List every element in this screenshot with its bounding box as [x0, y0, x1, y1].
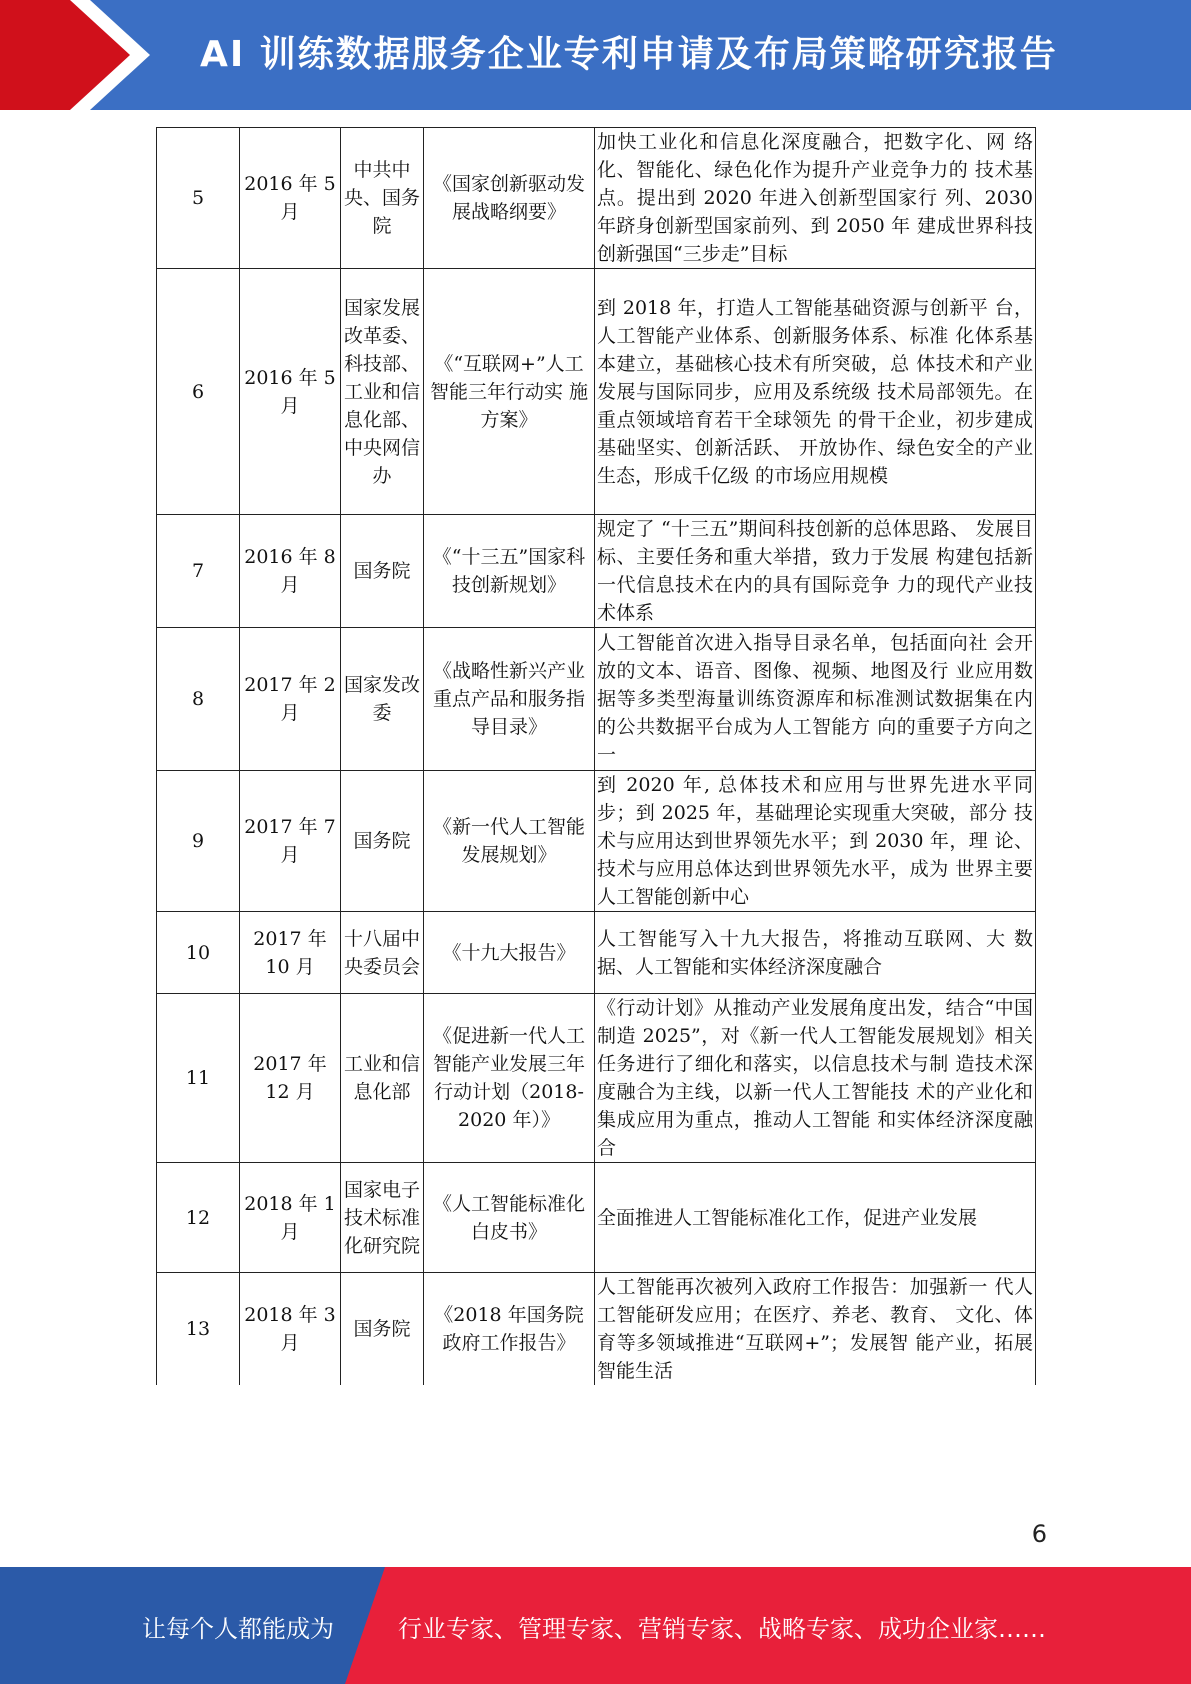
page-number: 6: [1031, 1520, 1047, 1548]
row-document: 《十九大报告》: [424, 912, 595, 994]
row-date: 2017 年 10 月: [240, 912, 341, 994]
row-date: 2016 年 8 月: [240, 515, 341, 628]
row-date: 2017 年 2 月: [240, 628, 341, 771]
table-row: [157, 269, 1036, 515]
report-title: AI 训练数据服务企业专利申请及布局策略研究报告: [200, 34, 1058, 75]
row-document: 《“互联网+”人工 智能三年行动实 施方案》: [424, 269, 595, 515]
row-date: 2018 年 1 月: [240, 1163, 341, 1273]
row-description: 规定了 “十三五”期间科技创新的总体思路、 发展目标、主要任务和重大举措，致力于发展 构建包括新一代信息技术在内的具有国际竞争 力的现代产业技术体系: [595, 515, 1036, 628]
row-number: 6: [157, 269, 240, 515]
row-document: 《国家创新驱动发展战略纲要》: [424, 128, 595, 269]
row-description: 到 2020 年, 总体技术和应用与世界先进水平同 步；到 2025 年，基础理论实现重大突破，部分 技术与应用达到世界领先水平；到 2030 年，理 论、技术与应用总体达到世界领先水平，成为 世界主要人工智能创新中心: [595, 771, 1036, 912]
row-description: 人工智能写入十九大报告，将推动互联网、大 数据、人工智能和实体经济深度融合: [595, 912, 1036, 994]
row-issuer: 国家发改委: [341, 628, 424, 771]
row-issuer: 十八届中央委员会: [341, 912, 424, 994]
row-description: 人工智能首次进入指导目录名单，包括面向社 会开放的文本、语音、图像、视频、地图及行 业应用数据等多类型海量训练资源库和标准测试数据集在内的公共数据平台成为人工智能方 向的重要子方向之一: [595, 628, 1036, 771]
row-date: 2016 年 5 月: [240, 269, 341, 515]
table-row: [157, 1163, 1036, 1273]
row-description: 到 2018 年，打造人工智能基础资源与创新平 台，人工智能产业体系、创新服务体系、标准 化体系基本建立，基础核心技术有所突破，总 体技术和产业发展与国际同步，应用及系统级 技术局部领先。在重点领域培育若干全球领先 的骨干企业，初步建成基础坚实、创新活跃、 开放协作、绿色安全的产业生态，形成千亿级 的市场应用规模: [595, 269, 1036, 515]
table-row: [157, 515, 1036, 628]
row-issuer: 工业和信息化部: [341, 994, 424, 1163]
table-row: [157, 128, 1036, 269]
row-date: 2017 年 7 月: [240, 771, 341, 912]
policy-table: [156, 127, 1036, 1385]
footer-slogan-right: 行业专家、管理专家、营销专家、战略专家、成功企业家……: [398, 1615, 1046, 1643]
row-date: 2018 年 3 月: [240, 1273, 341, 1386]
table-row: [157, 771, 1036, 912]
row-number: 8: [157, 628, 240, 771]
row-description: 加快工业化和信息化深度融合，把数字化、网 络化、智能化、绿色化作为提升产业竞争力的 技术基点。提出到 2020 年进入创新型国家行 列、2030 年跻身创新型国家前列、到 2050 年 建成世界科技创新强国“三步走”目标: [595, 128, 1036, 269]
row-number: 7: [157, 515, 240, 628]
row-date: 2016 年 5 月: [240, 128, 341, 269]
row-number: 11: [157, 994, 240, 1163]
row-issuer: 中共中央、国务院: [341, 128, 424, 269]
row-issuer: 国务院: [341, 771, 424, 912]
row-document: 《2018 年国务院政府工作报告》: [424, 1273, 595, 1386]
row-document: 《“十三五”国家科技创新规划》: [424, 515, 595, 628]
row-document: 《促进新一代人工智能产业发展三年行动计划（2018-2020 年）》: [424, 994, 595, 1163]
row-document: 《人工智能标准化白皮书》: [424, 1163, 595, 1273]
footer-slogan-left: 让每个人都能成为: [142, 1615, 334, 1643]
row-issuer: 国务院: [341, 515, 424, 628]
page-header: [0, 0, 1191, 110]
row-issuer: 国家电子技术标准化研究院: [341, 1163, 424, 1273]
row-number: 12: [157, 1163, 240, 1273]
row-number: 13: [157, 1273, 240, 1386]
row-number: 10: [157, 912, 240, 994]
row-document: 《战略性新兴产业重点产品和服务指导目录》: [424, 628, 595, 771]
page-footer: [0, 1567, 1191, 1684]
row-number: 5: [157, 128, 240, 269]
row-description: 《行动计划》从推动产业发展角度出发，结合“中国制造 2025”，对《新一代人工智能发展规划》相关任务进行了细化和落实，以信息技术与制 造技术深度融合为主线，以新一代人工智能技 术的产业化和集成应用为重点，推动人工智能 和实体经济深度融合: [595, 994, 1036, 1163]
row-date: 2017 年 12 月: [240, 994, 341, 1163]
row-description: 人工智能再次被列入政府工作报告：加强新一 代人工智能研发应用；在医疗、养老、教育、 文化、体育等多领域推进“互联网+”；发展智 能产业，拓展智能生活: [595, 1273, 1036, 1386]
row-description: 全面推进人工智能标准化工作，促进产业发展: [595, 1163, 1036, 1273]
table-row: [157, 912, 1036, 994]
row-issuer: 国务院: [341, 1273, 424, 1386]
table-row: [157, 628, 1036, 771]
header-chevron-icon: [0, 0, 160, 110]
row-number: 9: [157, 771, 240, 912]
row-document: 《新一代人工智能发展规划》: [424, 771, 595, 912]
table-row: [157, 994, 1036, 1163]
row-issuer: 国家发展改革委、科技部、工业和信息化部、中央网信办: [341, 269, 424, 515]
table-row: [157, 1273, 1036, 1386]
